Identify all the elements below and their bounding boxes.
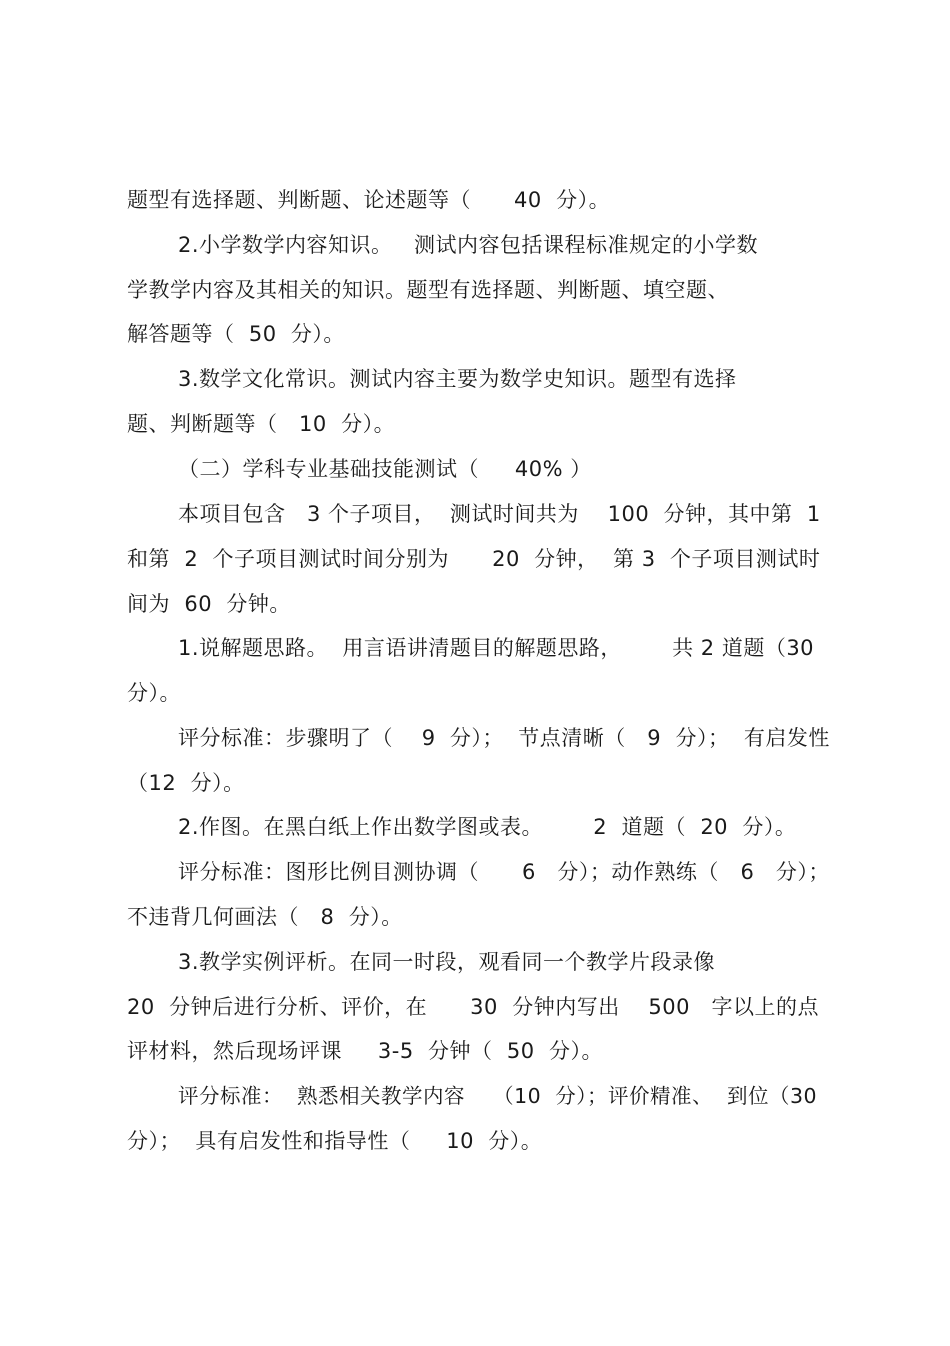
text-line: 评材料，然后现场评课 3-5 分钟（ 50 分）。 (127, 1039, 603, 1063)
text-line: 和第 2 个子项目测试时间分别为 20 分钟， 第 3 个子项目测试时 (127, 547, 821, 571)
text-line: 不违背几何画法（ 8 分）。 (127, 905, 403, 929)
text-line: 20 分钟后进行分析、评价，在 30 分钟内写出 500 字以上的点 (127, 995, 820, 1019)
section-heading: （二）学科专业基础技能测试（ 40% ） (178, 457, 592, 481)
text-line: 分）； 具有启发性和指导性（ 10 分）。 (127, 1129, 543, 1153)
text-line: 1.说解题思路。 用言语讲清题目的解题思路， 共 2 道题（30 (178, 636, 815, 660)
text-line: 题、判断题等（ 10 分）。 (127, 412, 396, 436)
text-line: 2.作图。在黑白纸上作出数学图或表。 2 道题（ 20 分）。 (178, 815, 797, 839)
text-line: （12 分）。 (127, 771, 245, 795)
text-line: 评分标准： 熟悉相关教学内容 （10 分）；评价精准、 到位（30 (178, 1084, 818, 1108)
text-line: 3.教学实例评析。在同一时段，观看同一个教学片段录像 (178, 950, 716, 974)
text-line: 2.小学数学内容知识。 测试内容包括课程标准规定的小学数 (178, 233, 759, 257)
text-line: 分）。 (127, 681, 181, 705)
text-line: 评分标准：图形比例目测协调（ 6 分）；动作熟练（ 6 分）； (178, 860, 830, 884)
text-line: 题型有选择题、判断题、论述题等（ 40 分）。 (127, 188, 611, 212)
text-line: 间为 60 分钟。 (127, 592, 291, 616)
text-line: 学教学内容及其相关的知识。题型有选择题、判断题、填空题、 (127, 278, 729, 302)
text-line: 解答题等（ 50 分）。 (127, 322, 345, 346)
text-line: 3.数学文化常识。测试内容主要为数学史知识。题型有选择 (178, 367, 737, 391)
text-line: 本项目包含 3 个子项目， 测试时间共为 100 分钟，其中第 1 (178, 502, 821, 526)
text-line: 评分标准：步骤明了（ 9 分）； 节点清晰（ 9 分）； 有启发性 (178, 726, 830, 750)
